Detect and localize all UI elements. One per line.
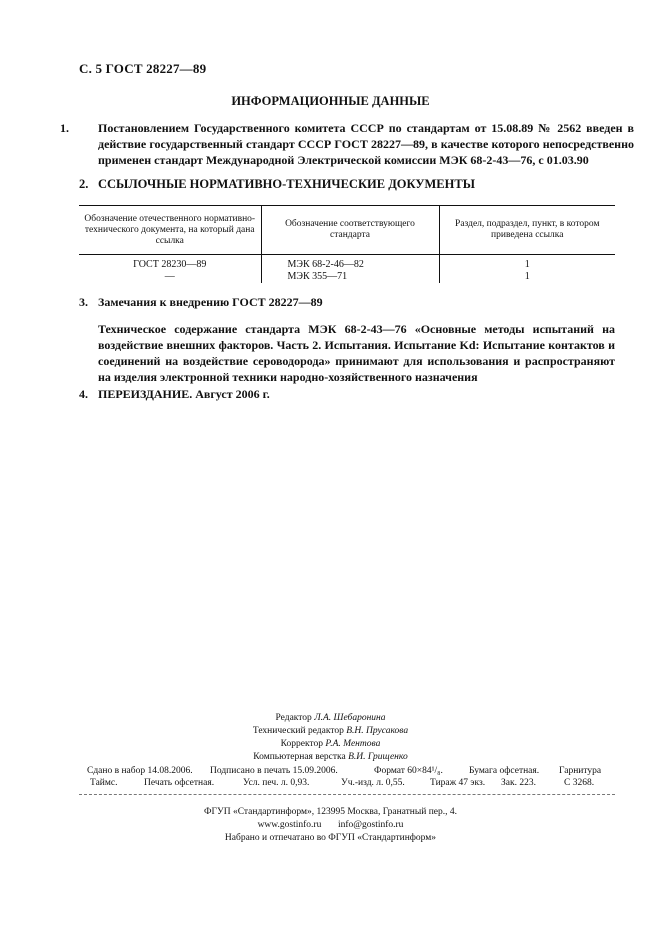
imprint-item: Уч.-изд. л. 0,55.	[341, 778, 405, 788]
section-title: ИНФОРМАЦИОННЫЕ ДАННЫЕ	[231, 94, 430, 108]
imprint-item: Печать офсетная.	[144, 778, 215, 788]
credit-name: Р.А. Ментова	[325, 739, 381, 749]
imprint-item: Тираж 47 экз.	[430, 778, 486, 788]
credit-label: Корректор	[280, 739, 324, 749]
divider	[79, 794, 615, 795]
credit-proofreader	[0, 738, 661, 751]
credit-label: Редактор	[275, 713, 312, 723]
credit-layout	[0, 751, 661, 764]
imprint-item: Бумага офсетная.	[469, 766, 540, 776]
credit-tech-editor	[0, 725, 661, 738]
section-1-text: Постановлением Государственного комитета СССР по стандартам от 15.08.89 № 2562 введен в действие государственный стандарт СССР ГОСТ 28227—89, в качестве которого непосредственно применен стандарт Международной Электрической комиссии МЭК 68-2-43—76, с 01.03.90	[98, 121, 634, 167]
section-3-title: Замечания к внедрению ГОСТ 28227—89	[98, 295, 323, 309]
table-cell: МЭК 355—71	[261, 271, 439, 283]
footer-address: ФГУП «Стандартинформ», 123995 Москва, Гранатный пер., 4.	[203, 807, 458, 817]
publisher-footer	[0, 806, 661, 845]
section-4	[79, 386, 615, 402]
credit-label: Компьютерная верстка	[253, 752, 346, 762]
credit-label: Технический редактор	[252, 726, 344, 736]
table-header-row	[79, 206, 615, 255]
imprint-item: Подписано в печать 15.09.2006.	[210, 766, 338, 776]
section-1	[60, 120, 634, 168]
table-header-cell: Обозначение отечественного нормативно-технического документа, на который дана ссылка	[79, 206, 261, 255]
section-4-text: ПЕРЕИЗДАНИЕ. Август 2006 г.	[98, 387, 270, 401]
section-3-number: 3.	[79, 295, 88, 309]
imprint-item: Гарнитура	[559, 766, 602, 776]
imprint-item: Усл. печ. л. 0,93.	[243, 778, 310, 788]
footer-printed: Набрано и отпечатано во ФГУП «Стандартинформ»	[224, 833, 437, 843]
section-4-number: 4.	[79, 387, 88, 401]
footer-contacts: www.gostinfo.ru info@gostinfo.ru	[257, 820, 404, 830]
table-header-cell: Обозначение соответствующего стандарта	[261, 206, 439, 255]
table-header-cell: Раздел, подраздел, пункт, в котором приведена ссылка	[439, 206, 615, 255]
section-1-number: 1.	[60, 121, 69, 135]
section-3-heading	[79, 294, 615, 310]
section-3-body: Техническое содержание стандарта МЭК 68-2-43—76 «Основные методы испытаний на воздействие внешних факторов. Часть 2. Испытания. Испытание Kd: Испытание контактов и соединений на воздействие сероводорода» принимают для использования и распространяют на изделия электронной техники народно-хозяйственного назначения	[98, 322, 615, 384]
references-table	[79, 205, 615, 283]
table-cell: —	[164, 271, 175, 282]
credits-block	[0, 712, 661, 764]
credit-name: В.И. Грищенко	[348, 752, 408, 762]
imprint-item: Формат 60×84¹/₈.	[374, 766, 443, 776]
section-2-title: ССЫЛОЧНЫЕ НОРМАТИВНО-ТЕХНИЧЕСКИЕ ДОКУМЕНТЫ	[98, 177, 475, 191]
table-cell: ГОСТ 28230—89	[133, 259, 207, 270]
page-header: С. 5 ГОСТ 28227—89	[79, 61, 207, 76]
imprint-item: Зак. 223.	[501, 778, 536, 788]
credit-name: В.Н. Прусакова	[346, 726, 409, 736]
imprint-item: С 3268.	[564, 778, 595, 788]
section-2-number: 2.	[79, 177, 89, 191]
imprint-item: Сдано в набор 14.08.2006.	[87, 766, 193, 776]
imprint-item: Таймс.	[90, 778, 118, 788]
section-2	[79, 176, 615, 192]
table-cell: МЭК 68-2-46—82	[261, 255, 439, 272]
credit-editor	[0, 712, 661, 725]
table-row	[79, 271, 615, 283]
table-cell: 1	[439, 271, 615, 283]
table-cell: 1	[439, 255, 615, 272]
table-row	[79, 255, 615, 272]
credit-name: Л.А. Шебаронина	[314, 713, 386, 723]
